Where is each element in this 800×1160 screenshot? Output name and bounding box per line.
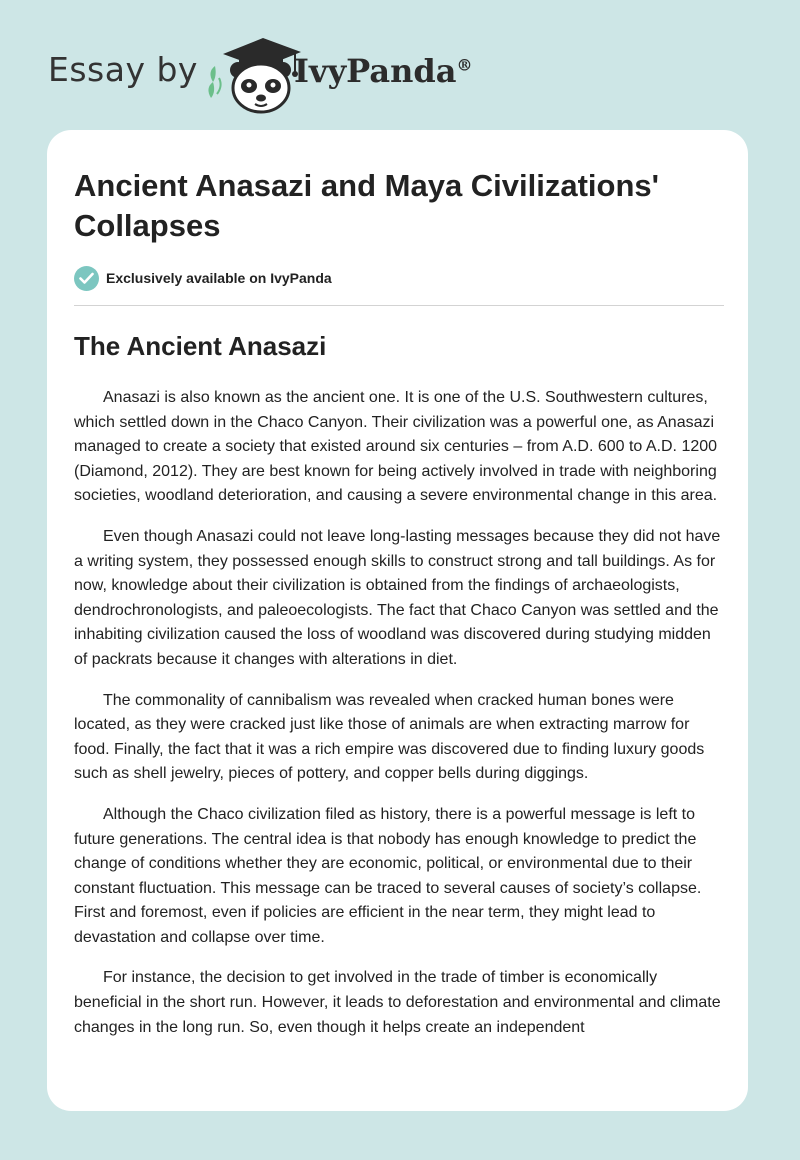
essay-card xyxy=(47,130,748,1111)
essay-title: Ancient Anasazi and Maya Civilizations' Collapses xyxy=(74,168,660,243)
paragraph: The commonality of cannibalism was revealed when cracked human bones were located, as they were cracked just like those of animals are when extracting marrow for food. Finally, the fact that it was a rich empire was discovered due to finding luxury goods such as shell jewelry, pieces of pottery, and copper bells during diggings. xyxy=(74,691,705,783)
brand-name-text: IvyPanda xyxy=(294,52,457,90)
site-brand[interactable] xyxy=(48,30,508,114)
essay-by-label: Essay by xyxy=(48,50,198,89)
paragraph: For instance, the decision to get involved in the trade of timber is economically beneficial in the short run. However, it leads to deforestation and environmental and climate changes in the long run. So, even though it helps create an independent xyxy=(74,969,721,1036)
exclusive-label: Exclusively available on IvyPanda xyxy=(106,270,332,286)
check-icon xyxy=(74,266,99,291)
graduation-cap-panda-icon xyxy=(203,34,303,114)
divider xyxy=(74,305,724,306)
brand-name xyxy=(294,52,472,90)
paragraph: Anasazi is also known as the ancient one. It is one of the U.S. Southwestern cultures, which settled down in the Chaco Canyon. Their civilization was a powerful one, as Anasazi managed to create a society that existed around six centuries – from A.D. 600 to A.D. 1200 (Diamond, 2012). They are best known for being actively involved in trade with neighboring societies, woodland deterioration, and causing a severe environmental change in this area. xyxy=(74,389,718,505)
paragraph: Although the Chaco civilization filed as history, there is a powerful message is left to future generations. The central idea is that nobody has enough knowledge to predict the change of conditions whether they are economic, political, or environmental due to their constant fluctuation. This message can be traced to several causes of society’s collapse. First and foremost, even if policies are efficient in the near term, they might lead to devastation and collapse over time. xyxy=(74,805,702,946)
section-heading: The Ancient Anasazi xyxy=(74,331,327,361)
exclusive-badge xyxy=(74,265,724,291)
registered-mark: ® xyxy=(456,55,473,75)
essay-content xyxy=(74,166,724,1040)
paragraph: Even though Anasazi could not leave long-lasting messages because they did not have a writing system, they possessed enough skills to construct strong and tall buildings. As for now, knowledge about their civilization is obtained from the findings of archaeologists, dendrochronologists, and paleoecologists. The fact that Chaco Canyon was settled and the inhabiting civilization caused the loss of woodland was discovered during studying midden of packrats because it changes with alterations in diet. xyxy=(74,527,721,668)
